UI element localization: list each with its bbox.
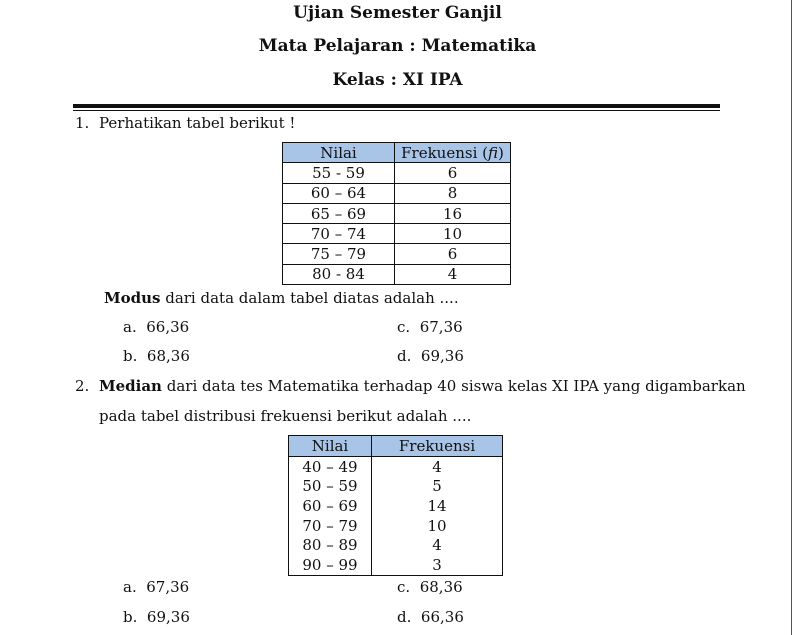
q1-option-a[interactable] [123, 318, 189, 336]
cell-nilai: 70 – 74 [283, 224, 395, 244]
table-row [283, 244, 511, 264]
col-frekuensi-header: Frekuensi [372, 436, 503, 457]
q2-option-a-value: 67,36 [146, 578, 190, 596]
q1-option-b[interactable] [123, 347, 190, 365]
col-frekuensi-italic: fi [487, 143, 498, 162]
cell-frek: 14 [372, 496, 503, 516]
col-frekuensi-header [395, 143, 511, 163]
cell-frek: 3 [372, 555, 503, 575]
q2-option-c-value: 68,36 [419, 578, 463, 596]
q1-option-b-label: b. [123, 347, 138, 365]
q1-option-c-label: c. [397, 318, 411, 336]
header-rule-thick [73, 104, 720, 108]
cell-nilai: 40 – 49 [289, 457, 372, 477]
q2-question-line2: pada tabel distribusi frekuensi berikut adalah .... [99, 407, 472, 425]
table-header-row [289, 436, 503, 457]
q1-frequency-table [282, 142, 511, 285]
class-line: Kelas : XI IPA [332, 70, 463, 90]
q2-option-d-label: d. [397, 608, 412, 626]
q2-option-d[interactable] [397, 608, 464, 626]
q2-question-line1 [99, 377, 746, 395]
q2-option-b-value: 69,36 [146, 608, 190, 626]
col-nilai-header: Nilai [283, 143, 395, 163]
table-row [289, 477, 503, 497]
header-rule-thin [73, 110, 720, 111]
cell-nilai: 80 – 89 [289, 535, 372, 555]
cell-frek: 10 [372, 516, 503, 536]
table-header-row [283, 143, 511, 163]
table-row [289, 535, 503, 555]
table-row [283, 203, 511, 223]
q2-option-c-label: c. [397, 578, 411, 596]
q2-question-line1-rest: dari data tes Matematika terhadap 40 siswa kelas XI IPA yang digambarkan [161, 377, 746, 395]
q1-option-c[interactable] [397, 318, 463, 336]
cell-frek: 4 [372, 457, 503, 477]
q1-option-a-label: a. [123, 318, 137, 336]
q2-option-b-label: b. [123, 608, 138, 626]
subject-line: Mata Pelajaran : Matematika [258, 36, 537, 56]
cell-nilai: 80 - 84 [283, 264, 395, 284]
table-row [289, 516, 503, 536]
cell-frek: 6 [395, 163, 511, 183]
q2-option-a-label: a. [123, 578, 137, 596]
cell-nilai: 65 – 69 [283, 203, 395, 223]
cell-frek: 4 [395, 264, 511, 284]
cell-frek: 4 [372, 535, 503, 555]
q1-option-d-value: 69,36 [420, 347, 464, 365]
exam-title: Ujian Semester Ganjil [293, 3, 502, 23]
table-row [283, 264, 511, 284]
col-frekuensi-suffix: ) [498, 143, 504, 162]
cell-frek: 16 [395, 203, 511, 223]
q2-option-a[interactable] [123, 578, 189, 596]
cell-nilai: 60 – 69 [289, 496, 372, 516]
table-row [283, 183, 511, 203]
q1-option-b-value: 68,36 [146, 347, 190, 365]
q2-question-bold: Median [99, 377, 162, 395]
table-row [289, 555, 503, 575]
q2-option-d-value: 66,36 [420, 608, 464, 626]
q1-question [104, 289, 459, 307]
q1-option-d-label: d. [397, 347, 412, 365]
cell-nilai: 70 – 79 [289, 516, 372, 536]
q1-question-bold: Modus [104, 289, 161, 307]
table-row [289, 457, 503, 477]
q1-option-c-value: 67,36 [419, 318, 463, 336]
q1-option-a-value: 66,36 [146, 318, 190, 336]
q1-question-rest: dari data dalam tabel diatas adalah .... [160, 289, 459, 307]
table-row [289, 496, 503, 516]
q1-number: 1. [75, 114, 90, 132]
table-row [283, 224, 511, 244]
cell-frek: 5 [372, 477, 503, 497]
cell-nilai: 75 – 79 [283, 244, 395, 264]
page-edge [791, 0, 792, 635]
cell-frek: 8 [395, 183, 511, 203]
q1-option-d[interactable] [397, 347, 464, 365]
col-frekuensi-prefix: Frekuensi ( [401, 143, 488, 162]
q2-frequency-table [288, 435, 503, 576]
cell-nilai: 90 – 99 [289, 555, 372, 575]
q2-option-c[interactable] [397, 578, 463, 596]
cell-nilai: 60 – 64 [283, 183, 395, 203]
table-row [283, 163, 511, 183]
q1-intro: Perhatikan tabel berikut ! [99, 114, 296, 132]
q2-option-b[interactable] [123, 608, 190, 626]
col-nilai-header: Nilai [289, 436, 372, 457]
cell-nilai: 55 - 59 [283, 163, 395, 183]
cell-nilai: 50 – 59 [289, 477, 372, 497]
cell-frek: 10 [395, 224, 511, 244]
cell-frek: 6 [395, 244, 511, 264]
q2-number: 2. [75, 377, 90, 395]
